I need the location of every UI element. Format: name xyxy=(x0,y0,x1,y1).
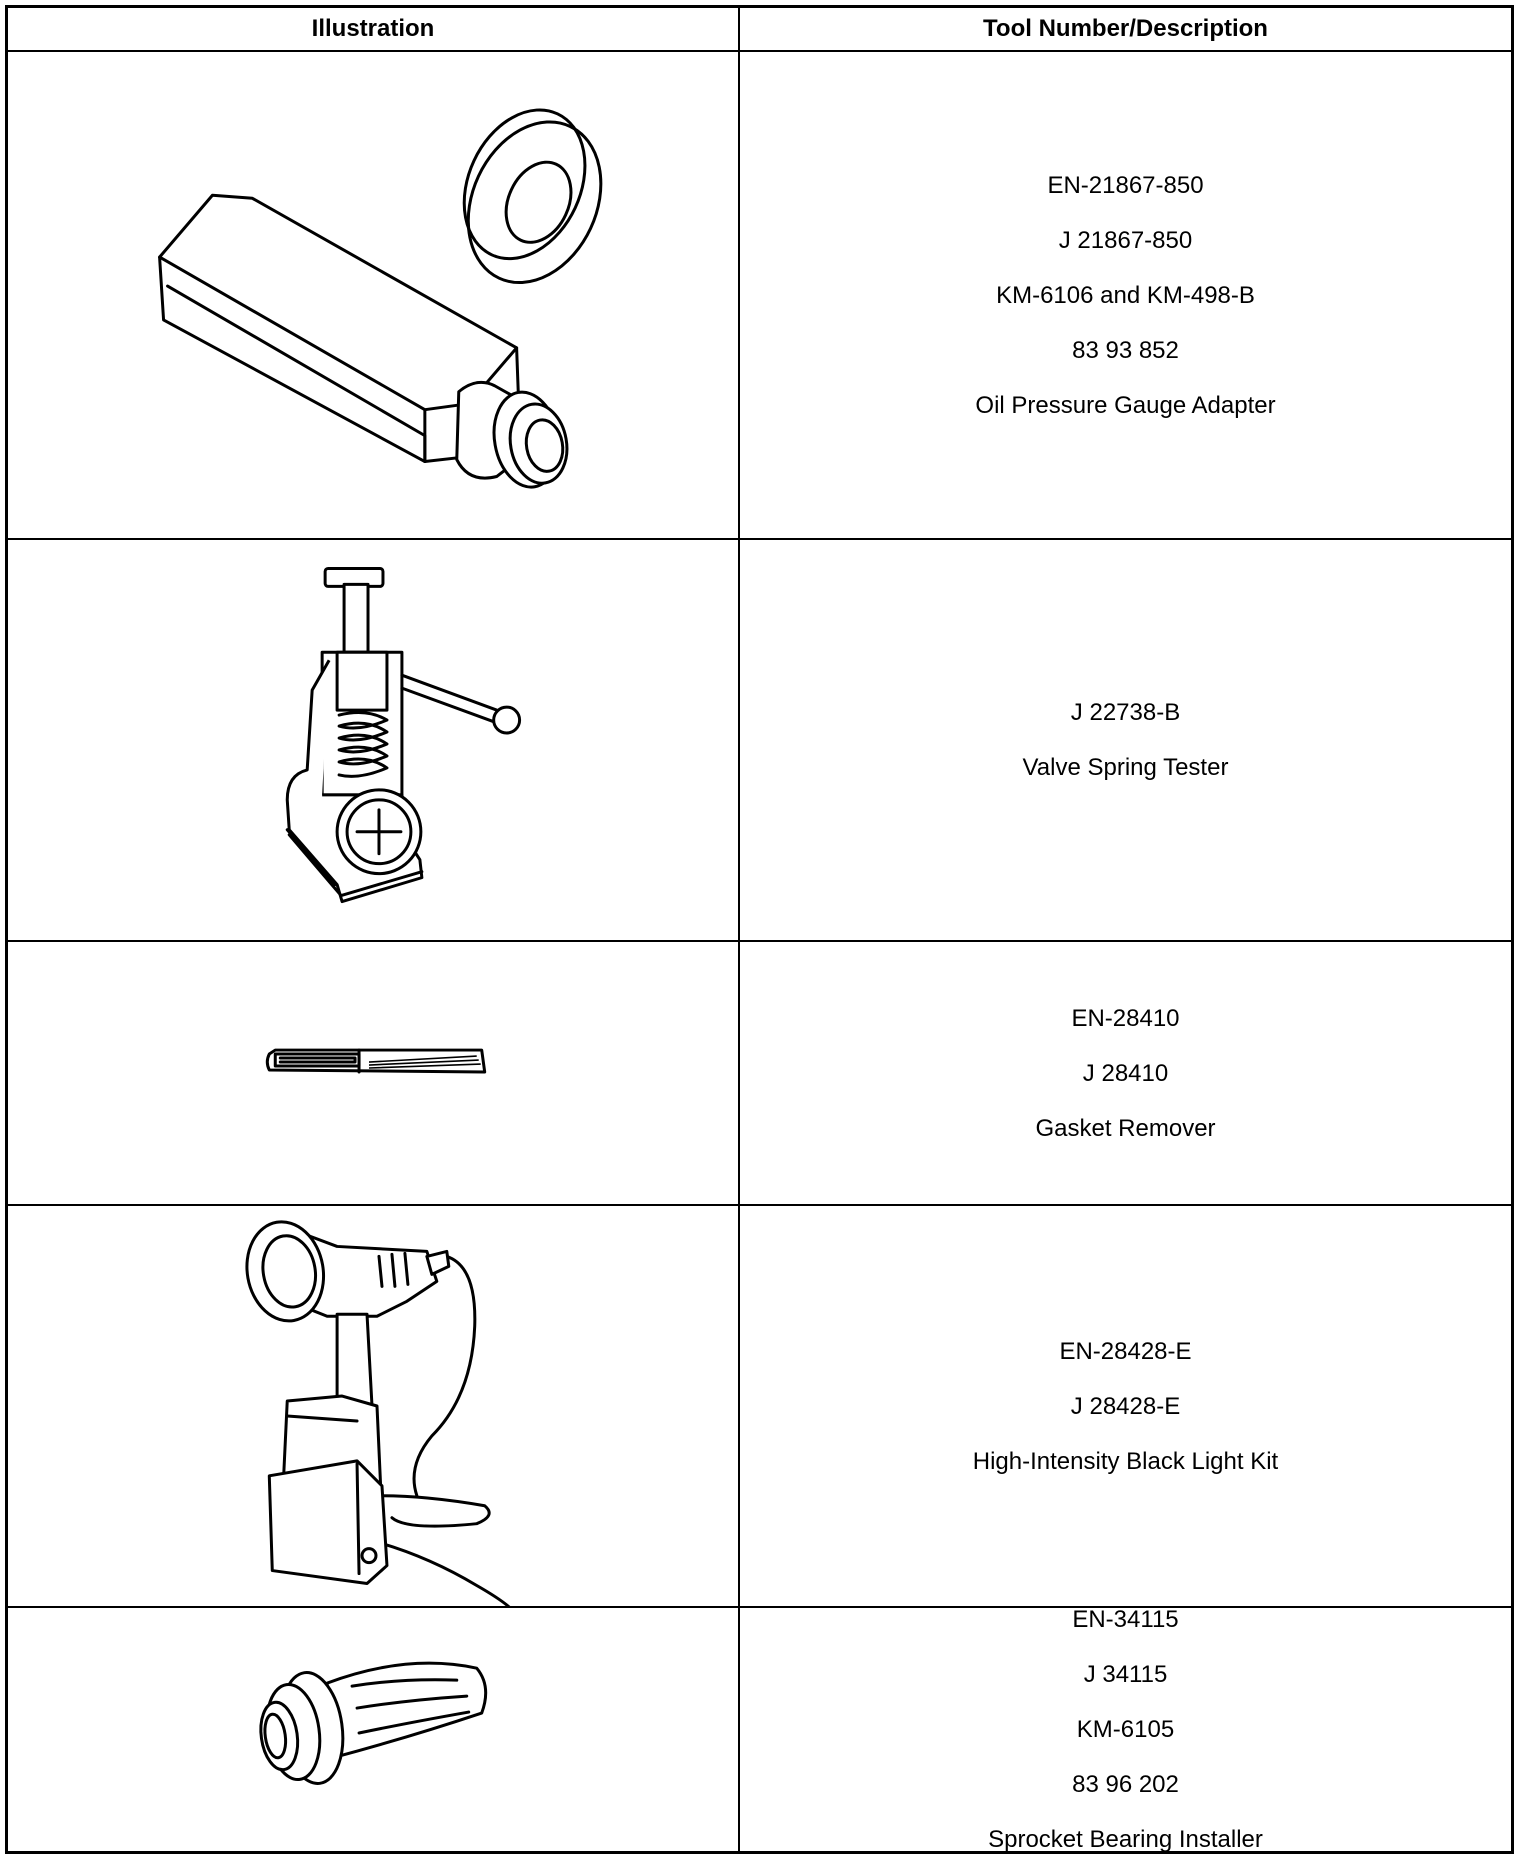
tool-description-cell xyxy=(740,52,1511,538)
tool-number: J 34115 xyxy=(1083,1661,1168,1688)
tool-number: EN-28410 xyxy=(1071,1004,1180,1032)
tool-description: Oil Pressure Gauge Adapter xyxy=(975,391,1276,419)
tool-description-cell xyxy=(740,540,1511,940)
table-header-row xyxy=(8,8,1511,52)
valve-spring-tester-illustration xyxy=(8,540,738,940)
tool-number: 83 93 852 xyxy=(1072,336,1179,364)
gasket-remover-illustration xyxy=(8,942,738,1204)
illustration-cell xyxy=(8,942,740,1204)
tool-number: EN-21867-850 xyxy=(1047,171,1204,199)
tool-number: KM-6105 xyxy=(1076,1716,1175,1743)
tool-description-cell xyxy=(740,1608,1511,1851)
tool-description: Gasket Remover xyxy=(1035,1114,1216,1142)
table-row xyxy=(8,52,1511,540)
black-light-kit-illustration xyxy=(8,1206,738,1606)
tool-number: J 21867-850 xyxy=(1058,226,1193,254)
tools-table xyxy=(5,5,1514,1854)
tool-description-cell xyxy=(740,1206,1511,1606)
illustration-cell xyxy=(8,1608,740,1851)
oil-pressure-gauge-adapter-illustration xyxy=(8,52,738,538)
tool-number: EN-28428-E xyxy=(1059,1337,1192,1365)
illustration-cell xyxy=(8,1206,740,1606)
tool-description: Sprocket Bearing Installer xyxy=(988,1826,1263,1853)
sprocket-bearing-installer-illustration xyxy=(8,1608,738,1851)
tool-number: J 22738-B xyxy=(1070,699,1181,726)
tool-number: KM-6106 and KM-498-B xyxy=(996,281,1255,309)
tool-number: J 28410 xyxy=(1082,1059,1169,1087)
tool-description: Valve Spring Tester xyxy=(1022,754,1229,781)
table-row xyxy=(8,1206,1511,1608)
table-row xyxy=(8,540,1511,942)
illustration-cell xyxy=(8,52,740,538)
illustration-cell xyxy=(8,540,740,940)
header-tool-number: Tool Number/Description xyxy=(983,15,1268,42)
tool-description: High-Intensity Black Light Kit xyxy=(972,1447,1279,1475)
tool-number: J 28428-E xyxy=(1070,1392,1181,1420)
table-row xyxy=(8,1608,1511,1851)
tool-description-cell xyxy=(740,942,1511,1204)
tool-number: 83 96 202 xyxy=(1072,1771,1179,1798)
tool-number: EN-34115 xyxy=(1072,1606,1179,1633)
header-illustration: Illustration xyxy=(8,8,740,50)
table-row xyxy=(8,942,1511,1206)
